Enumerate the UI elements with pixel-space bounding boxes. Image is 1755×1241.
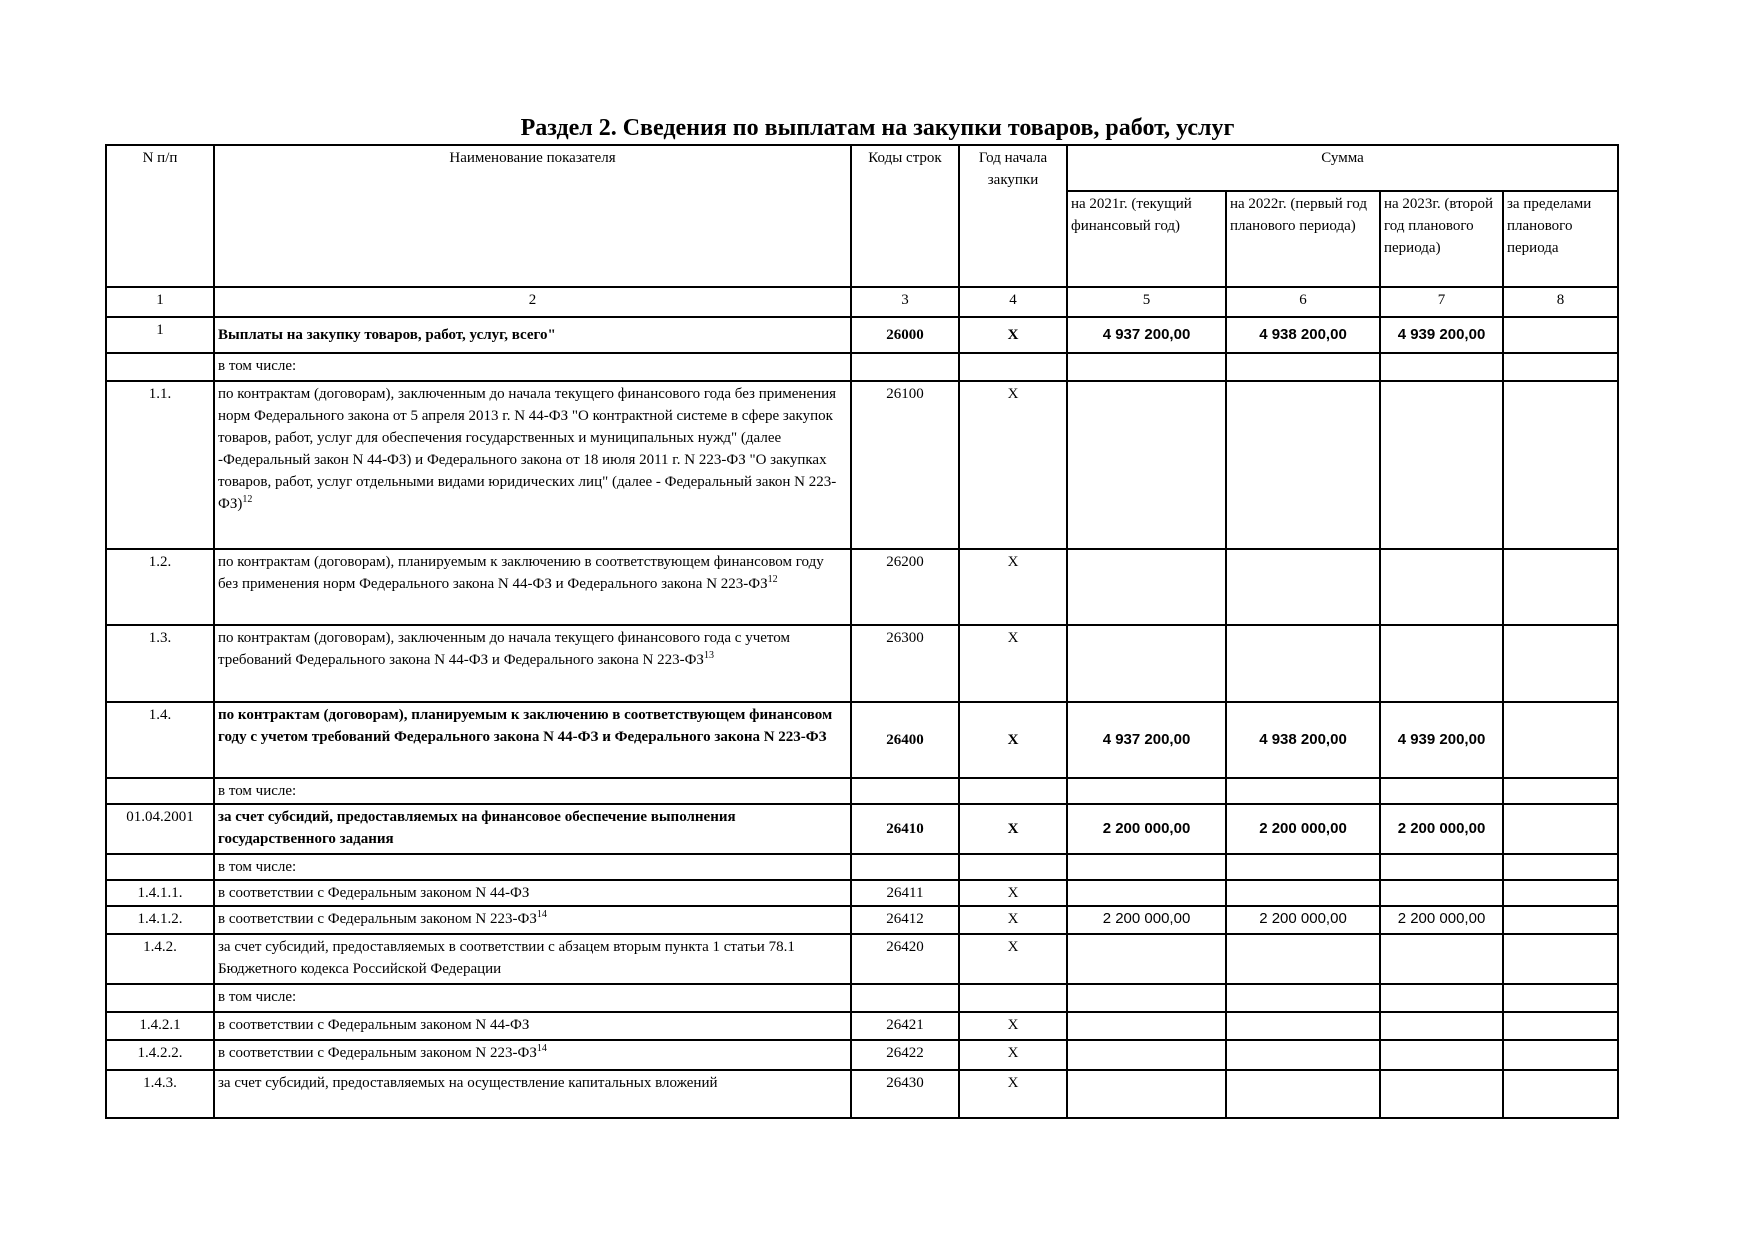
row-year [959, 353, 1067, 381]
row-name-cell [214, 381, 851, 549]
row-sum-2023 [1380, 880, 1503, 906]
row-sum-beyond [1503, 854, 1618, 880]
row-year [959, 984, 1067, 1012]
table-row [106, 381, 1618, 549]
row-sum-2023 [1380, 1040, 1503, 1070]
row-sum-2023: 2 200 000,00 [1380, 906, 1503, 934]
row-sum-beyond [1503, 381, 1618, 549]
row-sum-2022: 4 938 200,00 [1226, 317, 1380, 353]
table-row [106, 934, 1618, 984]
row-sum-beyond [1503, 906, 1618, 934]
row-name: по контрактам (договорам), заключенным до начала текущего финансового года без применения норм Федерального закона от 5 апреля 2013 г. N 44-ФЗ "О контрактной системе в сфере закупок товаров, работ, услуг для обеспечения государственных и муниципальных нужд" (далее -Федеральный закон N 44-ФЗ) и Федерального закона от 18 июля 2011 г. N 223-ФЗ "О закупках товаров, работ, услуг отдельными видами юридических лиц" (далее - Федеральный закон N 223-ФЗ) [218, 386, 837, 512]
table-row [106, 702, 1618, 778]
row-sum-2022 [1226, 1012, 1380, 1040]
row-sum-2021 [1067, 625, 1226, 702]
row-name: по контрактам (договорам), планируемым к заключению в соответствующем финансовом году с учетом требований Федерального закона N 44-ФЗ и Федерального закона N 223-ФЗ [214, 702, 851, 778]
column-number: 4 [959, 287, 1067, 317]
row-sum-2022: 2 200 000,00 [1226, 906, 1380, 934]
row-sum-2022 [1226, 778, 1380, 804]
header-sum: Сумма [1067, 145, 1618, 191]
row-code: 26430 [851, 1070, 959, 1118]
row-sum-2021: 2 200 000,00 [1067, 804, 1226, 854]
column-number: 8 [1503, 287, 1618, 317]
header-number: N п/п [106, 145, 214, 287]
row-sum-2023 [1380, 984, 1503, 1012]
row-sum-beyond [1503, 1012, 1618, 1040]
row-sum-2023 [1380, 353, 1503, 381]
row-sum-beyond [1503, 984, 1618, 1012]
row-number [106, 984, 214, 1012]
row-number: 1.1. [106, 381, 214, 549]
table-row [106, 353, 1618, 381]
row-sum-2021 [1067, 880, 1226, 906]
row-sum-2022 [1226, 625, 1380, 702]
row-sum-2022 [1226, 353, 1380, 381]
row-number: 01.04.2001 [106, 804, 214, 854]
row-name: за счет субсидий, предоставляемых на финансовое обеспечение выполнения государственного задания [214, 804, 851, 854]
row-sum-beyond [1503, 353, 1618, 381]
row-name: в соответствии с Федеральным законом N 223-ФЗ [218, 1045, 537, 1061]
row-sum-beyond [1503, 317, 1618, 353]
row-sum-2023 [1380, 625, 1503, 702]
row-code: 26000 [851, 317, 959, 353]
table-row [106, 549, 1618, 625]
row-number [106, 854, 214, 880]
row-sum-2021: 4 937 200,00 [1067, 317, 1226, 353]
row-number: 1.4.2. [106, 934, 214, 984]
row-sum-2021 [1067, 1012, 1226, 1040]
row-sum-2022 [1226, 854, 1380, 880]
row-sum-2023 [1380, 934, 1503, 984]
row-sum-2021 [1067, 381, 1226, 549]
row-sum-2021 [1067, 778, 1226, 804]
row-sum-beyond [1503, 549, 1618, 625]
row-name: в соответствии с Федеральным законом N 44-ФЗ [214, 880, 851, 906]
row-sum-2022: 4 938 200,00 [1226, 702, 1380, 778]
table-row [106, 1012, 1618, 1040]
row-sum-2023: 2 200 000,00 [1380, 804, 1503, 854]
row-sum-2022 [1226, 880, 1380, 906]
header-indicator-name: Наименование показателя [214, 145, 851, 287]
row-number [106, 353, 214, 381]
row-sum-2023: 4 939 200,00 [1380, 702, 1503, 778]
row-year [959, 854, 1067, 880]
row-code: 26200 [851, 549, 959, 625]
footnote-ref: 13 [703, 650, 714, 661]
row-name-cell [214, 1040, 851, 1070]
row-sum-beyond [1503, 702, 1618, 778]
row-sum-2021 [1067, 1070, 1226, 1118]
row-code [851, 854, 959, 880]
table-row [106, 1070, 1618, 1118]
row-year: X [959, 1070, 1067, 1118]
row-name: в том числе: [214, 984, 851, 1012]
row-year [959, 778, 1067, 804]
row-sum-beyond [1503, 934, 1618, 984]
row-sum-2021: 4 937 200,00 [1067, 702, 1226, 778]
row-name: в том числе: [214, 353, 851, 381]
row-number: 1.2. [106, 549, 214, 625]
table-row [106, 880, 1618, 906]
row-sum-beyond [1503, 1040, 1618, 1070]
row-number [106, 778, 214, 804]
row-sum-2022 [1226, 549, 1380, 625]
row-year: X [959, 880, 1067, 906]
row-code: 26412 [851, 906, 959, 934]
row-name: в соответствии с Федеральным законом N 223-ФЗ [218, 911, 537, 927]
row-code: 26411 [851, 880, 959, 906]
row-name: Выплаты на закупку товаров, работ, услуг, всего" [214, 317, 851, 353]
row-sum-2021 [1067, 934, 1226, 984]
row-number: 1.4.2.2. [106, 1040, 214, 1070]
row-number: 1.4.3. [106, 1070, 214, 1118]
row-number: 1.4.1.2. [106, 906, 214, 934]
table-row [106, 778, 1618, 804]
row-sum-2023: 4 939 200,00 [1380, 317, 1503, 353]
table-row [106, 804, 1618, 854]
row-code: 26100 [851, 381, 959, 549]
row-year: X [959, 1040, 1067, 1070]
row-name: в соответствии с Федеральным законом N 44-ФЗ [214, 1012, 851, 1040]
row-year: X [959, 381, 1067, 549]
column-number: 3 [851, 287, 959, 317]
row-sum-2021 [1067, 984, 1226, 1012]
row-name: в том числе: [214, 854, 851, 880]
row-sum-2021 [1067, 1040, 1226, 1070]
column-numbers-row [106, 287, 1618, 317]
row-year: X [959, 1012, 1067, 1040]
header-sum-2021: на 2021г. (текущий финансовый год) [1067, 191, 1226, 287]
row-sum-2022 [1226, 934, 1380, 984]
column-number: 5 [1067, 287, 1226, 317]
table-row [106, 854, 1618, 880]
row-sum-beyond [1503, 625, 1618, 702]
header-sum-beyond: за пределами планового периода [1503, 191, 1618, 287]
row-code [851, 353, 959, 381]
table-row [106, 906, 1618, 934]
row-year: X [959, 625, 1067, 702]
column-number: 2 [214, 287, 851, 317]
row-sum-beyond [1503, 804, 1618, 854]
row-number: 1.3. [106, 625, 214, 702]
footnote-ref: 12 [767, 574, 778, 585]
row-year: X [959, 317, 1067, 353]
row-code [851, 984, 959, 1012]
row-name: за счет субсидий, предоставляемых в соответствии с абзацем вторым пункта 1 статьи 78.1 Бюджетного кодекса Российской Федерации [214, 934, 851, 984]
row-name-cell [214, 625, 851, 702]
row-year: X [959, 804, 1067, 854]
row-year: X [959, 934, 1067, 984]
row-code: 26300 [851, 625, 959, 702]
row-sum-2023 [1380, 854, 1503, 880]
row-sum-2022 [1226, 381, 1380, 549]
row-sum-2023 [1380, 549, 1503, 625]
header-row [106, 145, 1618, 191]
row-sum-2021 [1067, 854, 1226, 880]
column-number: 7 [1380, 287, 1503, 317]
table-row [106, 317, 1618, 353]
row-code: 26421 [851, 1012, 959, 1040]
column-number: 6 [1226, 287, 1380, 317]
header-line-codes: Коды строк [851, 145, 959, 287]
row-sum-2022 [1226, 1070, 1380, 1118]
table-row [106, 984, 1618, 1012]
header-purchase-year: Год начала закупки [959, 145, 1067, 287]
row-code: 26420 [851, 934, 959, 984]
row-sum-2021 [1067, 549, 1226, 625]
row-code: 26422 [851, 1040, 959, 1070]
row-name: за счет субсидий, предоставляемых на осуществление капитальных вложений [214, 1070, 851, 1118]
row-sum-beyond [1503, 778, 1618, 804]
row-year: X [959, 906, 1067, 934]
row-sum-beyond [1503, 880, 1618, 906]
row-code: 26410 [851, 804, 959, 854]
row-sum-2023 [1380, 778, 1503, 804]
row-number: 1.4. [106, 702, 214, 778]
row-year: X [959, 549, 1067, 625]
page-title: Раздел 2. Сведения по выплатам на закупки товаров, работ, услуг [520, 115, 1235, 141]
purchases-table [105, 144, 1619, 1119]
footnote-ref: 12 [242, 494, 253, 505]
table-row [106, 1040, 1618, 1070]
row-name: по контрактам (договорам), заключенным до начала текущего финансового года с учетом требований Федерального закона N 44-ФЗ и Федерального закона N 223-ФЗ [218, 630, 790, 668]
row-number: 1.4.1.1. [106, 880, 214, 906]
row-sum-2021 [1067, 353, 1226, 381]
row-sum-2021: 2 200 000,00 [1067, 906, 1226, 934]
column-number: 1 [106, 287, 214, 317]
row-sum-2023 [1380, 1012, 1503, 1040]
row-sum-beyond [1503, 1070, 1618, 1118]
row-number: 1 [106, 317, 214, 353]
row-sum-2022 [1226, 984, 1380, 1012]
header-sum-2022: на 2022г. (первый год планового периода) [1226, 191, 1380, 287]
header-sum-2023: на 2023г. (второй год планового периода) [1380, 191, 1503, 287]
row-sum-2023 [1380, 381, 1503, 549]
row-number: 1.4.2.1 [106, 1012, 214, 1040]
table-row [106, 625, 1618, 702]
row-sum-2022: 2 200 000,00 [1226, 804, 1380, 854]
footnote-ref: 14 [536, 1043, 547, 1054]
row-year: X [959, 702, 1067, 778]
row-code: 26400 [851, 702, 959, 778]
row-name-cell [214, 906, 851, 934]
footnote-ref: 14 [536, 909, 547, 920]
row-name: в том числе: [214, 778, 851, 804]
row-sum-2023 [1380, 1070, 1503, 1118]
row-sum-2022 [1226, 1040, 1380, 1070]
row-name: по контрактам (договорам), планируемым к заключению в соответствующем финансовом году без применения норм Федерального закона N 44-ФЗ и Федерального закона N 223-ФЗ [218, 554, 824, 592]
row-name-cell [214, 549, 851, 625]
row-code [851, 778, 959, 804]
